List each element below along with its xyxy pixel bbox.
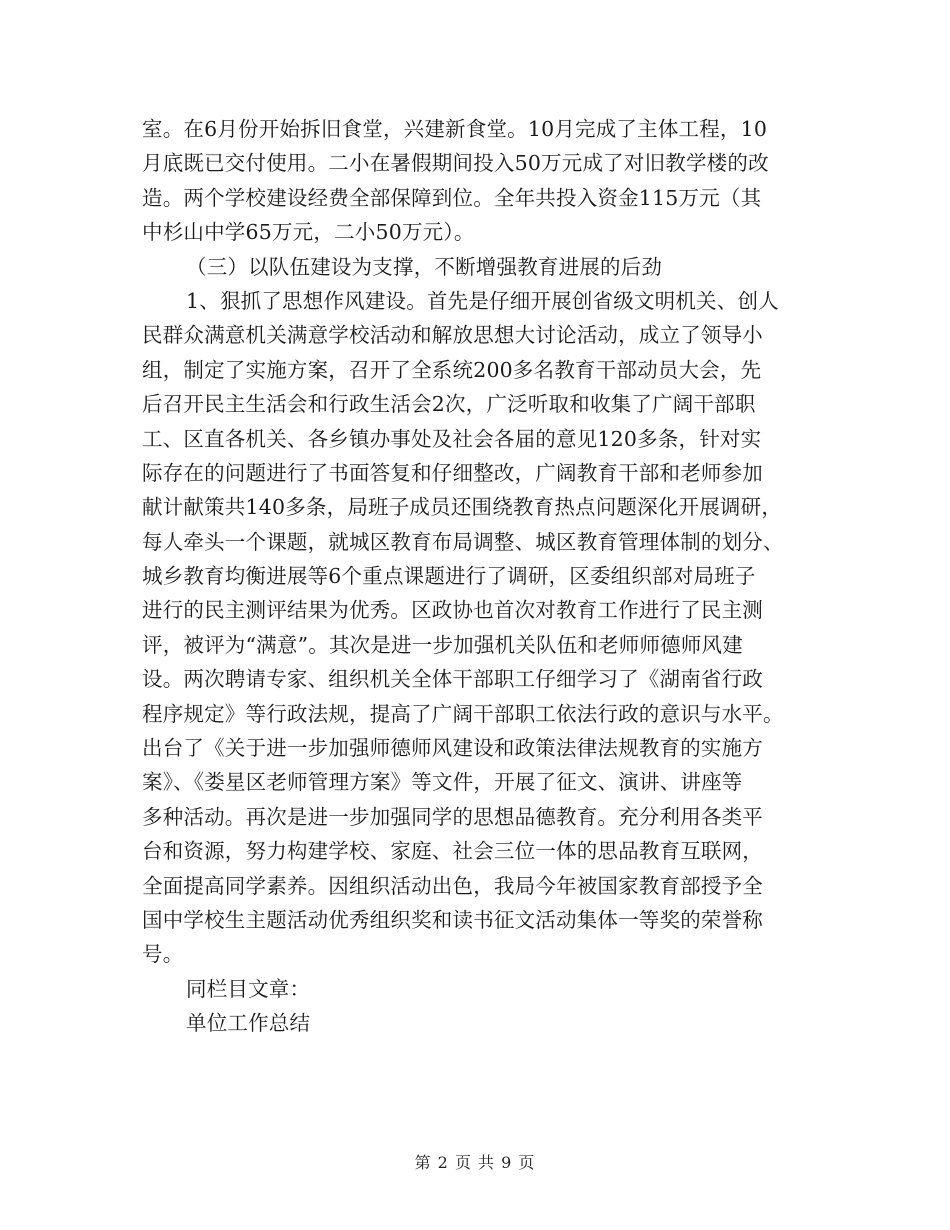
text-line: 城乡教育均衡进展等6个重点课题进行了调研，区委组织部对局班子	[142, 564, 756, 589]
text-line: 号。	[142, 942, 184, 967]
text-line: 同栏目文章：	[186, 976, 311, 1001]
text-line: 造。两个学校建设经费全部保障到位。全年共投入资金115万元（其	[142, 185, 762, 210]
text-line: 进行的民主测评结果为优秀。区政协也首次对教育工作进行了民主测	[142, 598, 763, 623]
text-line: 民群众满意机关满意学校活动和解放思想大讨论活动，成立了领导小	[142, 323, 763, 348]
text-line: 评，被评为“满意”。其次是进一步加强机关队伍和老师师德师风建	[142, 632, 743, 657]
text-line: 献计献策共140多条，局班子成员还围绕教育热点问题深化开展调研，	[142, 495, 783, 520]
text-line: 多种活动。再次是进一步加强同学的思想品德教育。充分利用各类平	[142, 804, 763, 829]
text-line: 出台了《关于进一步加强师德师风建设和政策法律法规教育的实施方	[142, 736, 763, 761]
text-line: 后召开民主生活会和行政生活会2次，广泛听取和收集了广阔干部职	[142, 392, 756, 417]
document-body	[142, 112, 808, 1041]
text-line: 国中学校生主题活动优秀组织奖和读书征文活动集体一等奖的荣誉称	[142, 907, 763, 932]
text-line: 月底既已交付使用。二小在暑假期间投入50万元成了对旧教学楼的改	[142, 151, 769, 176]
text-line: 组，制定了实施方案，召开了全系统200多名教育干部动员大会，先	[142, 357, 762, 382]
text-line: 全面提高同学素养。因组织活动出色，我局今年被国家教育部授予全	[142, 873, 763, 898]
text-line: 1、狠抓了思想作风建设。首先是仔细开展创省级文明机关、创人	[186, 288, 779, 313]
text-line: 工、区直各机关、各乡镇办事处及社会各届的意见120多条，针对实	[142, 426, 762, 451]
text-line: 案》、《娄星区老师管理方案》等文件，开展了征文、演讲、讲座等	[142, 770, 743, 795]
text-line: 中杉山中学65万元，二小50万元）。	[142, 220, 475, 245]
text-line: 际存在的问题进行了书面答复和仔细整改，广阔教育干部和老师参加	[142, 460, 763, 485]
text-line: 设。两次聘请专家、组织机关全体干部职工仔细学习了《湖南省行政	[142, 667, 763, 692]
text-line: 单位工作总结	[186, 1011, 311, 1036]
text-line: 室。在6月份开始拆旧食堂，兴建新食堂。10月完成了主体工程，10	[142, 117, 768, 141]
page-number-footer: 第 2 页 共 9 页	[414, 1153, 536, 1172]
text-line: 台和资源，努力构建学校、家庭、社会三位一体的思品教育互联网，	[142, 839, 763, 864]
text-line: （三）以队伍建设为支撑，不断增强教育进展的后劲	[186, 254, 663, 279]
text-line: 每人牵头一个课题，就城区教育布局调整、城区教育管理体制的划分、	[142, 529, 784, 554]
text-line: 程序规定》等行政法规，提高了广阔干部职工依法行政的意识与水平。	[142, 701, 784, 726]
